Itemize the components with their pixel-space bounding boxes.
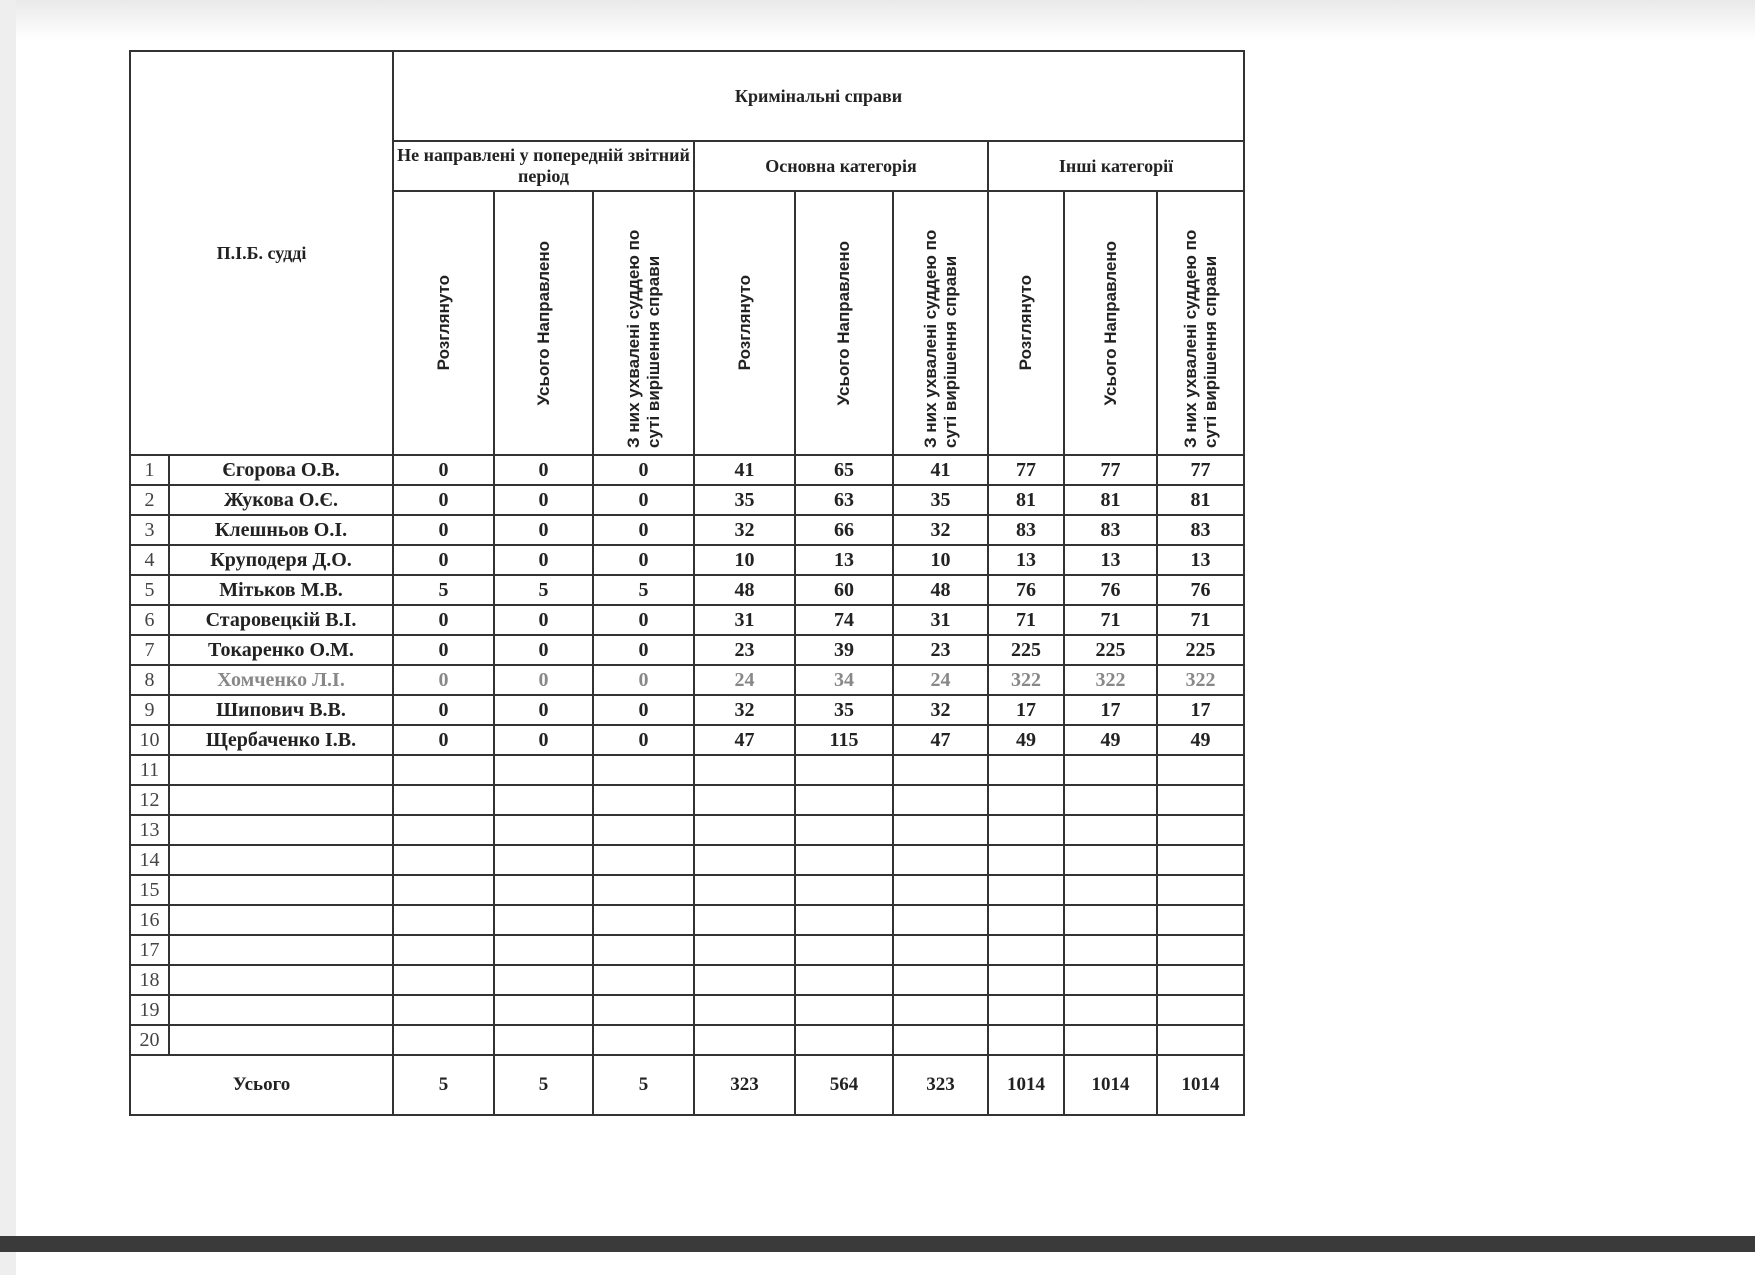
cell-value (795, 1025, 893, 1055)
cell-value: 31 (893, 605, 988, 635)
cell-value: 49 (1157, 725, 1244, 755)
cell-value (795, 875, 893, 905)
cell-value: 77 (1157, 455, 1244, 485)
cell-value: 35 (795, 695, 893, 725)
judge-name (169, 1025, 393, 1055)
row-number: 12 (130, 785, 169, 815)
cell-value: 0 (393, 665, 494, 695)
cell-value (494, 965, 593, 995)
cell-value (494, 755, 593, 785)
cell-value: 77 (988, 455, 1064, 485)
row-number: 15 (130, 875, 169, 905)
cell-value (694, 995, 795, 1025)
total-value: 1014 (1064, 1055, 1157, 1115)
cell-value: 0 (593, 485, 694, 515)
cell-value (393, 875, 494, 905)
cell-value (988, 995, 1064, 1025)
cell-value: 13 (795, 545, 893, 575)
cell-value (494, 1025, 593, 1055)
cell-value (1064, 755, 1157, 785)
total-value: 5 (494, 1055, 593, 1115)
cell-value (1064, 935, 1157, 965)
cell-value (494, 815, 593, 845)
cell-value (1157, 815, 1244, 845)
cell-value: 0 (593, 725, 694, 755)
row-number: 2 (130, 485, 169, 515)
cell-value (494, 905, 593, 935)
cell-value: 49 (1064, 725, 1157, 755)
cell-value (893, 965, 988, 995)
total-value: 323 (694, 1055, 795, 1115)
cell-value: 0 (393, 725, 494, 755)
subcol-header-label: Усього Направлено (834, 240, 853, 406)
cell-value (694, 875, 795, 905)
cell-value: 322 (988, 665, 1064, 695)
table-row (130, 605, 1244, 635)
cell-value (1157, 995, 1244, 1025)
cell-value: 0 (593, 455, 694, 485)
cell-value (1157, 845, 1244, 875)
total-value: 1014 (1157, 1055, 1244, 1115)
cell-value: 74 (795, 605, 893, 635)
cell-value (795, 935, 893, 965)
criminal-cases-table (129, 50, 1245, 1116)
cell-value (1157, 965, 1244, 995)
total-label: Усього (130, 1055, 393, 1115)
judge-name (169, 875, 393, 905)
cell-value (694, 845, 795, 875)
subcol-header (393, 191, 494, 455)
judge-name (169, 965, 393, 995)
cell-value (1157, 935, 1244, 965)
row-number: 20 (130, 1025, 169, 1055)
cell-value (694, 935, 795, 965)
cell-value (494, 935, 593, 965)
cell-value: 5 (593, 575, 694, 605)
cell-value: 48 (893, 575, 988, 605)
table-row (130, 935, 1244, 965)
cell-value: 115 (795, 725, 893, 755)
cell-value: 83 (1064, 515, 1157, 545)
subcol-header-label: Усього Направлено (533, 240, 553, 406)
cell-value: 49 (988, 725, 1064, 755)
subcol-header-label: Усього Направлено (1100, 240, 1120, 406)
cell-value: 225 (1064, 635, 1157, 665)
judge-name: Жукова О.Є. (169, 485, 393, 515)
row-number: 18 (130, 965, 169, 995)
row-number: 11 (130, 755, 169, 785)
cell-value: 83 (988, 515, 1064, 545)
cell-value (795, 815, 893, 845)
cell-value (494, 845, 593, 875)
cell-value: 17 (988, 695, 1064, 725)
cell-value: 0 (494, 485, 593, 515)
judge-name: Токаренко О.М. (169, 635, 393, 665)
table-row (130, 515, 1244, 545)
cell-value: 47 (694, 725, 795, 755)
cell-value (694, 1025, 795, 1055)
cell-value: 0 (593, 515, 694, 545)
cell-value: 66 (795, 515, 893, 545)
total-value: 1014 (988, 1055, 1064, 1115)
cell-value: 81 (1064, 485, 1157, 515)
cell-value: 10 (893, 545, 988, 575)
table-row (130, 545, 1244, 575)
cell-value: 322 (1157, 665, 1244, 695)
cell-value: 32 (893, 515, 988, 545)
subcol-header (893, 191, 988, 455)
cell-value (494, 995, 593, 1025)
cell-value (593, 845, 694, 875)
cell-value: 10 (694, 545, 795, 575)
total-value: 5 (593, 1055, 694, 1115)
cell-value: 35 (694, 485, 795, 515)
table-row (130, 875, 1244, 905)
subcol-header-label: З них ухвалені суддею по суті вирішення справи (623, 229, 663, 448)
cell-value: 0 (593, 665, 694, 695)
subcol-header (988, 191, 1064, 455)
cell-value (694, 785, 795, 815)
row-number: 19 (130, 995, 169, 1025)
cell-value: 0 (494, 635, 593, 665)
cell-value: 23 (893, 635, 988, 665)
judge-name: Хомченко Л.І. (169, 665, 393, 695)
total-value: 564 (795, 1055, 893, 1115)
cell-value (393, 785, 494, 815)
row-number: 16 (130, 905, 169, 935)
judge-name: Шипович В.В. (169, 695, 393, 725)
table-row (130, 695, 1244, 725)
total-row (130, 1055, 1244, 1115)
cell-value (1157, 1025, 1244, 1055)
cell-value (694, 755, 795, 785)
cell-value: 225 (1157, 635, 1244, 665)
judge-name (169, 935, 393, 965)
cell-value: 77 (1064, 455, 1157, 485)
row-number: 1 (130, 455, 169, 485)
table-row (130, 785, 1244, 815)
subcol-header-label: Розглянуто (1016, 275, 1035, 371)
row-number: 4 (130, 545, 169, 575)
table-row (130, 725, 1244, 755)
subcol-header (694, 191, 795, 455)
judge-name (169, 995, 393, 1025)
cell-value (795, 755, 893, 785)
cell-value (988, 845, 1064, 875)
cell-value: 0 (494, 455, 593, 485)
cell-value: 24 (694, 665, 795, 695)
cell-value: 0 (393, 515, 494, 545)
cell-value (593, 1025, 694, 1055)
judge-name: Мітьков М.В. (169, 575, 393, 605)
cell-value: 13 (988, 545, 1064, 575)
row-number: 8 (130, 665, 169, 695)
cell-value (694, 905, 795, 935)
cell-value: 0 (393, 635, 494, 665)
cell-value: 13 (1064, 545, 1157, 575)
cell-value (593, 785, 694, 815)
cell-value (795, 905, 893, 935)
cell-value (593, 905, 694, 935)
judge-name (169, 905, 393, 935)
cell-value (988, 905, 1064, 935)
cell-value: 0 (494, 695, 593, 725)
cell-value: 225 (988, 635, 1064, 665)
cell-value: 48 (694, 575, 795, 605)
judge-name: Клешньов О.І. (169, 515, 393, 545)
cell-value (988, 935, 1064, 965)
row-number: 14 (130, 845, 169, 875)
table-row (130, 995, 1244, 1025)
judge-name (169, 755, 393, 785)
row-number: 13 (130, 815, 169, 845)
cell-value (393, 935, 494, 965)
cell-value (893, 785, 988, 815)
cell-value: 0 (393, 605, 494, 635)
table-row (130, 815, 1244, 845)
cell-value: 5 (393, 575, 494, 605)
cell-value: 32 (694, 515, 795, 545)
cell-value (988, 1025, 1064, 1055)
cell-value (593, 875, 694, 905)
cell-value: 23 (694, 635, 795, 665)
row-number: 5 (130, 575, 169, 605)
cell-value (593, 965, 694, 995)
cell-value (893, 905, 988, 935)
cell-value (893, 755, 988, 785)
total-value: 5 (393, 1055, 494, 1115)
table-row (130, 665, 1244, 695)
cell-value (393, 905, 494, 935)
cell-value: 41 (694, 455, 795, 485)
cell-value: 71 (1157, 605, 1244, 635)
cell-value: 17 (1157, 695, 1244, 725)
table-row (130, 845, 1244, 875)
cell-value (1157, 755, 1244, 785)
cell-value (893, 995, 988, 1025)
cell-value: 76 (1157, 575, 1244, 605)
table-row (130, 455, 1244, 485)
cell-value (494, 875, 593, 905)
table-row (130, 1025, 1244, 1055)
cell-value (988, 965, 1064, 995)
cell-value: 35 (893, 485, 988, 515)
row-number: 10 (130, 725, 169, 755)
judge-name (169, 785, 393, 815)
cell-value: 0 (494, 605, 593, 635)
cell-value (893, 875, 988, 905)
table-row (130, 965, 1244, 995)
cell-value (393, 995, 494, 1025)
group-header-other-categories: Інші категорії (988, 141, 1244, 191)
row-number: 7 (130, 635, 169, 665)
table-row (130, 905, 1244, 935)
cell-value: 71 (988, 605, 1064, 635)
cell-value (393, 1025, 494, 1055)
cell-value (1064, 875, 1157, 905)
cell-value (1157, 875, 1244, 905)
total-value: 323 (893, 1055, 988, 1115)
cell-value (1064, 1025, 1157, 1055)
judge-name: Круподеря Д.О. (169, 545, 393, 575)
cell-value: 76 (988, 575, 1064, 605)
cell-value: 322 (1064, 665, 1157, 695)
cell-value: 17 (1064, 695, 1157, 725)
cell-value (1157, 905, 1244, 935)
cell-value: 63 (795, 485, 893, 515)
cell-value: 41 (893, 455, 988, 485)
scan-artifact-left (0, 0, 16, 1275)
cell-value (393, 845, 494, 875)
cell-value (494, 785, 593, 815)
cell-value: 0 (393, 455, 494, 485)
cell-value (988, 785, 1064, 815)
cell-value: 34 (795, 665, 893, 695)
table-row (130, 575, 1244, 605)
cell-value: 0 (494, 545, 593, 575)
cell-value: 0 (593, 695, 694, 725)
cell-value (593, 935, 694, 965)
cell-value: 71 (1064, 605, 1157, 635)
subcol-header (795, 191, 893, 455)
cell-value (988, 875, 1064, 905)
row-number: 3 (130, 515, 169, 545)
cell-value: 0 (593, 605, 694, 635)
cell-value (893, 935, 988, 965)
judge-name-header: П.І.Б. судді (130, 51, 393, 455)
cell-value: 5 (494, 575, 593, 605)
cell-value (393, 815, 494, 845)
cell-value (795, 995, 893, 1025)
cell-value (893, 1025, 988, 1055)
cell-value: 31 (694, 605, 795, 635)
subcol-header (593, 191, 694, 455)
cell-value (694, 965, 795, 995)
cell-value: 60 (795, 575, 893, 605)
judge-name: Щербаченко І.В. (169, 725, 393, 755)
subcol-header (1157, 191, 1244, 455)
cell-value: 0 (494, 515, 593, 545)
criminal-cases-header: Кримінальні справи (393, 51, 1244, 141)
subcol-header-label: Розглянуто (734, 275, 754, 371)
cell-value (593, 755, 694, 785)
table-row (130, 635, 1244, 665)
subcol-header-label: З них ухвалені суддею по суті вирішення справи (1180, 229, 1220, 448)
subcol-header (1064, 191, 1157, 455)
cell-value: 0 (593, 545, 694, 575)
table-row (130, 485, 1244, 515)
cell-value (1064, 995, 1157, 1025)
cell-value: 0 (393, 485, 494, 515)
cell-value (1064, 905, 1157, 935)
cell-value: 0 (494, 665, 593, 695)
judge-name (169, 815, 393, 845)
cell-value: 47 (893, 725, 988, 755)
cell-value (795, 965, 893, 995)
judge-name: Єгорова О.В. (169, 455, 393, 485)
cell-value: 32 (893, 695, 988, 725)
cell-value (1064, 845, 1157, 875)
cell-value: 13 (1157, 545, 1244, 575)
subcol-header-label: Розглянуто (433, 275, 453, 371)
cell-value: 76 (1064, 575, 1157, 605)
judge-name: Старовецкій В.І. (169, 605, 393, 635)
cell-value (1157, 785, 1244, 815)
cell-value (893, 815, 988, 845)
scan-artifact-top (0, 0, 1755, 40)
cell-value (1064, 965, 1157, 995)
cell-value: 83 (1157, 515, 1244, 545)
cell-value (988, 815, 1064, 845)
cell-value: 65 (795, 455, 893, 485)
cell-value (593, 995, 694, 1025)
cell-value (393, 755, 494, 785)
table-row (130, 755, 1244, 785)
row-number: 6 (130, 605, 169, 635)
cell-value (795, 785, 893, 815)
cell-value (893, 845, 988, 875)
cell-value (393, 965, 494, 995)
judge-name (169, 845, 393, 875)
cell-value (1064, 785, 1157, 815)
subcol-header-label: З них ухвалені суддею по суті вирішення справи (920, 229, 960, 448)
cell-value (988, 755, 1064, 785)
cell-value (593, 815, 694, 845)
cell-value: 0 (494, 725, 593, 755)
cell-value: 81 (988, 485, 1064, 515)
group-header-previous-period: Не направлені у попередній звітний період (393, 141, 694, 191)
cell-value: 0 (593, 635, 694, 665)
scan-artifact-bottom (0, 1236, 1755, 1252)
cell-value (694, 815, 795, 845)
cell-value: 0 (393, 545, 494, 575)
group-header-main-category: Основна категорія (694, 141, 988, 191)
row-number: 9 (130, 695, 169, 725)
row-number: 17 (130, 935, 169, 965)
subcol-header (494, 191, 593, 455)
cell-value: 24 (893, 665, 988, 695)
cell-value (795, 845, 893, 875)
cell-value: 81 (1157, 485, 1244, 515)
cell-value: 32 (694, 695, 795, 725)
cell-value: 39 (795, 635, 893, 665)
cell-value: 0 (393, 695, 494, 725)
cell-value (1064, 815, 1157, 845)
